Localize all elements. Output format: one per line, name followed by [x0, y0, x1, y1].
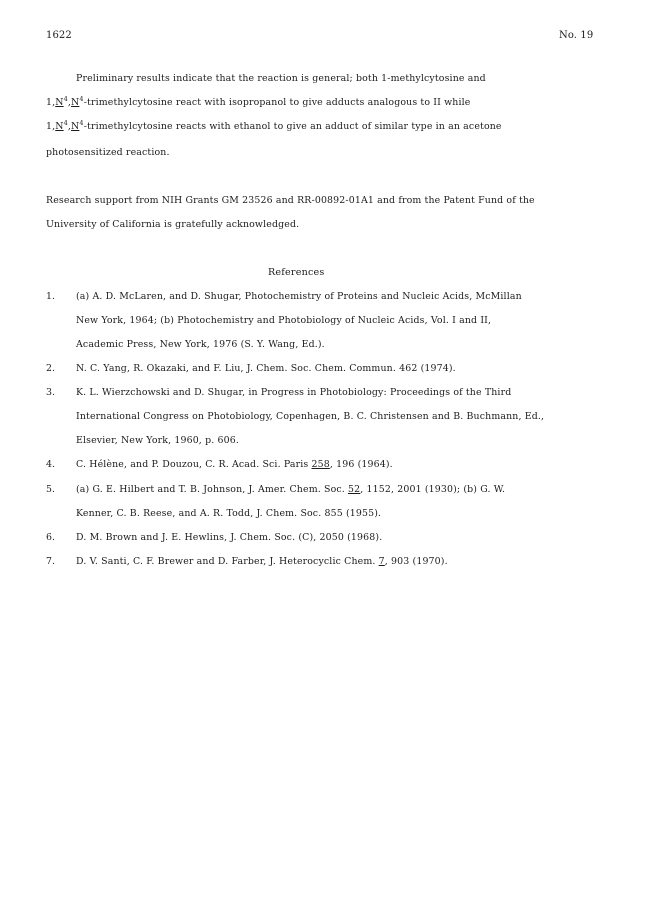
- acknowledgment-line: University of California is gratefully acknowledged.: [46, 219, 300, 230]
- text-run: C. Hélène, and P. Douzou, C. R. Acad. Sci. Paris: [76, 459, 312, 470]
- issue-number: No. 19: [559, 30, 594, 41]
- text-run: , 903 (1970).: [384, 556, 448, 567]
- text-run: , 196 (1964).: [329, 459, 393, 470]
- reference-number: 1.: [46, 291, 55, 302]
- paragraph-line: [46, 121, 502, 132]
- volume-number: 7: [378, 556, 385, 567]
- italic-n: N: [71, 97, 80, 108]
- reference-number: 5.: [46, 484, 55, 495]
- page-number: 1622: [46, 30, 72, 41]
- volume-number: 52: [348, 484, 361, 495]
- italic-n: N: [55, 97, 64, 108]
- italic-n: N: [55, 121, 64, 132]
- text-run: -trimethylcytosine react with isopropanol to give adducts analogous to II while: [83, 97, 471, 108]
- text-run: (a) G. E. Hilbert and T. B. Johnson, J. Amer. Chem. Soc.: [76, 484, 349, 495]
- reference-line: Kenner, C. B. Reese, and A. R. Todd, J. Chem. Soc. 855 (1955).: [76, 508, 382, 519]
- volume-number: 258: [311, 459, 330, 470]
- reference-line: K. L. Wierzchowski and D. Shugar, in Progress in Photobiology: Proceedings of the Third: [76, 387, 512, 398]
- paragraph-line: photosensitized reaction.: [46, 147, 170, 158]
- superscript: 4: [79, 95, 84, 103]
- superscript: 4: [63, 95, 68, 103]
- superscript: 4: [79, 119, 84, 127]
- reference-number: 4.: [46, 459, 55, 470]
- text-run: ,: [67, 97, 72, 108]
- reference-line: [76, 556, 448, 567]
- text-run: D. V. Santi, C. F. Brewer and D. Farber, J. Heterocyclic Chem.: [76, 556, 379, 567]
- reference-line: [76, 459, 393, 470]
- reference-line: New York, 1964; (b) Photochemistry and Photobiology of Nucleic Acids, Vol. I and II,: [76, 315, 492, 326]
- reference-line: D. M. Brown and J. E. Hewlins, J. Chem. Soc. (C), 2050 (1968).: [76, 532, 383, 543]
- reference-line: International Congress on Photobiology, Copenhagen, B. C. Christensen and B. Buchmann, Ed.,: [76, 411, 545, 422]
- text-run: -trimethylcytosine reacts with ethanol to give an adduct of similar type in an acetone: [83, 121, 502, 132]
- reference-line: N. C. Yang, R. Okazaki, and F. Liu, J. Chem. Soc. Chem. Commun. 462 (1974).: [76, 363, 456, 374]
- paragraph-line: Preliminary results indicate that the reaction is general; both 1-methylcytosine and: [76, 73, 486, 84]
- reference-line: [76, 484, 505, 495]
- reference-line: (a) A. D. McLaren, and D. Shugar, Photochemistry of Proteins and Nucleic Acids, McMillan: [76, 291, 522, 302]
- acknowledgment-line: Research support from NIH Grants GM 23526 and RR-00892-01A1 and from the Patent Fund of the: [46, 195, 535, 206]
- reference-line: Academic Press, New York, 1976 (S. Y. Wang, Ed.).: [76, 339, 325, 350]
- paragraph-line: [46, 97, 470, 108]
- text-run: 1,: [46, 121, 56, 132]
- reference-number: 2.: [46, 363, 55, 374]
- text-run: 1,: [46, 97, 56, 108]
- italic-n: N: [71, 121, 80, 132]
- reference-number: 3.: [46, 387, 55, 398]
- superscript: 4: [63, 119, 68, 127]
- references-heading: References: [268, 267, 325, 278]
- reference-line: Elsevier, New York, 1960, p. 606.: [76, 435, 239, 446]
- reference-number: 7.: [46, 556, 55, 567]
- text-run: , 1152, 2001 (1930); (b) G. W.: [360, 484, 506, 495]
- reference-number: 6.: [46, 532, 55, 543]
- text-run: ,: [67, 121, 72, 132]
